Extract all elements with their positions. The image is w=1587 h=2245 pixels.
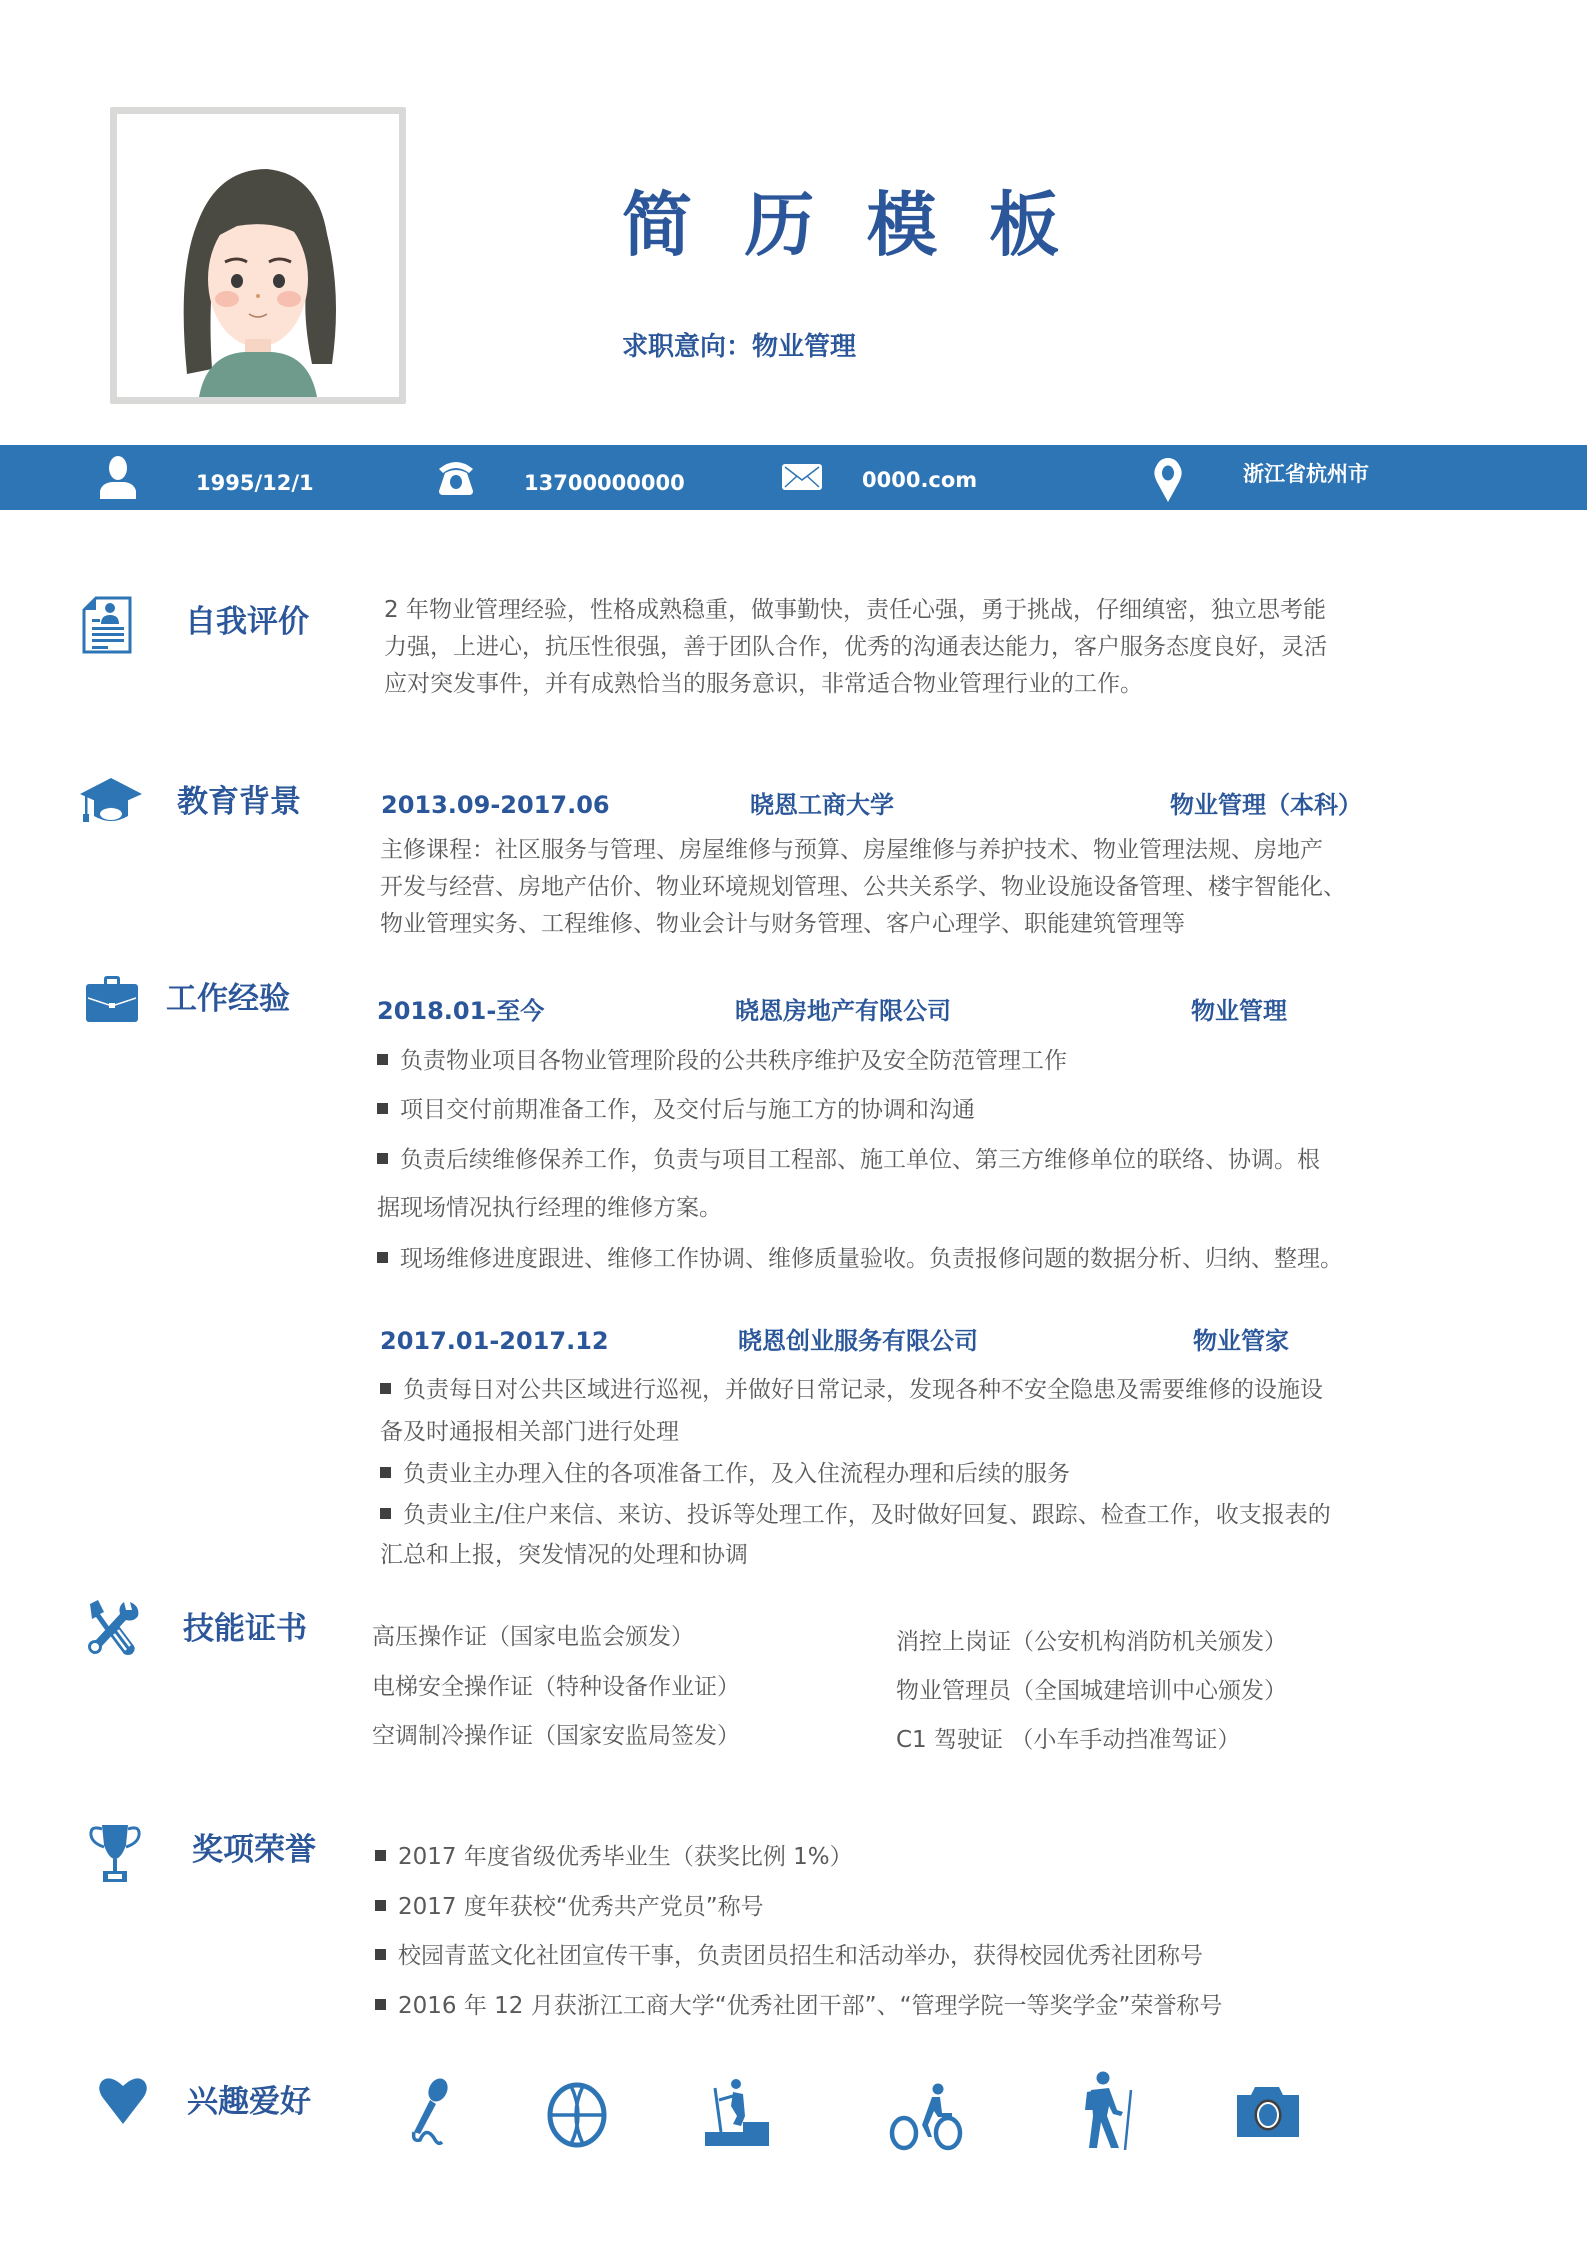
certificate-item: 高压操作证（国家电监会颁发） <box>372 1624 694 1650</box>
email-text: 0000.com <box>862 468 978 492</box>
graduation-cap-icon <box>78 776 138 836</box>
job-duty: 项目交付前期准备工作，及交付后与施工方的协调和沟通 <box>377 1094 975 1126</box>
award-item: 2017 年度省级优秀毕业生（获奖比例 1%） <box>375 1841 853 1873</box>
education-major: 物业管理（本科） <box>1170 791 1362 819</box>
job-duty: 负责业主/住户来信、来访、投诉等处理工作，及时做好回复、跟踪、检查工作，收支报表的 <box>380 1499 1331 1531</box>
courses-line: 开发与经营、房地产估价、物业环境规划管理、公共关系学、物业设施设备管理、楼宇智能化、 <box>380 874 1346 900</box>
award-item: 2016 年 12 月获浙江工商大学“优秀社团干部”、“管理学院一等奖学金”荣誉称号 <box>375 1990 1222 2022</box>
bullet-icon <box>377 1252 388 1263</box>
job-company: 晓恩创业服务有限公司 <box>738 1327 978 1355</box>
section-heading-work: 工作经验 <box>166 981 290 1017</box>
bullet-icon <box>380 1508 391 1519</box>
address-text: 浙江省杭州市 <box>1243 462 1369 486</box>
job-duty: 负责每日对公共区域进行巡视，并做好日常记录，发现各种不安全隐患及需要维修的设施设 <box>380 1374 1323 1406</box>
phone-text: 13700000000 <box>524 471 685 495</box>
job-duty-continued: 汇总和上报，突发情况的处理和协调 <box>380 1542 748 1568</box>
trophy-icon <box>88 1823 148 1883</box>
person-icon <box>98 455 138 499</box>
cycling-icon <box>888 2081 958 2151</box>
job-intent <box>622 326 856 363</box>
bullet-icon <box>380 1467 391 1478</box>
bullet-icon <box>375 1850 386 1861</box>
self-eval-line: 力强，上进心，抗压性很强，善于团队合作，优秀的沟通表达能力，客户服务态度良好，灵活 <box>384 634 1327 660</box>
bullet-icon <box>375 1999 386 2010</box>
education-period: 2013.09-2017.06 <box>381 791 610 819</box>
award-item: 校园青蓝文化社团宣传干事，负责团员招生和活动举办，获得校园优秀社团称号 <box>375 1940 1203 1972</box>
mail-icon <box>782 464 822 490</box>
self-eval-line: 2 年物业管理经验，性格成熟稳重，做事勤快，责任心强，勇于挑战，仔细缜密，独立思考能 <box>384 597 1326 623</box>
birthday-text: 1995/12/1 <box>196 471 314 495</box>
certificate-item: 电梯安全操作证（特种设备作业证） <box>372 1674 740 1700</box>
job-duty: 负责物业项目各物业管理阶段的公共秩序维护及安全防范管理工作 <box>377 1045 1067 1077</box>
job-duty-continued: 据现场情况执行经理的维修方案。 <box>377 1195 722 1221</box>
section-heading-skills: 技能证书 <box>183 1611 307 1647</box>
bullet-icon <box>375 1900 386 1911</box>
job-duty: 负责业主办理入住的各项准备工作，及入住流程办理和后续的服务 <box>380 1458 1070 1490</box>
job-intent-label: 求职意向： <box>622 332 753 362</box>
heart-icon <box>98 2076 148 2124</box>
tools-icon <box>86 1600 146 1660</box>
certificate-item: 空调制冷操作证（国家安监局签发） <box>372 1723 740 1749</box>
job-position: 物业管家 <box>1193 1327 1289 1355</box>
camera-icon <box>1235 2085 1305 2155</box>
location-pin-icon <box>1153 458 1183 502</box>
job-position: 物业管理 <box>1191 997 1287 1025</box>
job-period: 2017.01-2017.12 <box>380 1327 609 1355</box>
courses-line: 主修课程：社区服务与管理、房屋维修与预算、房屋维修与养护技术、物业管理法规、房地产 <box>380 837 1323 863</box>
avatar-illustration <box>117 114 399 397</box>
courses-line: 物业管理实务、工程维修、物业会计与财务管理、客户心理学、职能建筑管理等 <box>380 911 1185 937</box>
microphone-icon <box>392 2076 462 2146</box>
climbing-icon <box>703 2076 773 2146</box>
phone-icon <box>437 459 475 495</box>
basketball-icon <box>545 2081 615 2151</box>
job-period: 2018.01-至今 <box>377 997 545 1025</box>
bullet-icon <box>380 1383 391 1394</box>
section-heading-awards: 奖项荣誉 <box>192 1832 316 1868</box>
section-heading-education: 教育背景 <box>177 784 301 820</box>
certificate-item: 物业管理员（全国城建培训中心颁发） <box>896 1678 1287 1704</box>
hiking-icon <box>1075 2070 1145 2140</box>
briefcase-icon <box>86 976 146 1036</box>
education-school: 晓恩工商大学 <box>750 791 894 819</box>
resume-title: 简 历 模 板 <box>622 184 1074 266</box>
job-duty: 现场维修进度跟进、维修工作协调、维修质量验收。负责报修问题的数据分析、归纳、整理。 <box>377 1243 1343 1275</box>
job-intent-value: 物业管理 <box>752 332 857 362</box>
award-item: 2017 度年获校“优秀共产党员”称号 <box>375 1891 764 1923</box>
bullet-icon <box>375 1949 386 1960</box>
section-heading-self-eval: 自我评价 <box>185 604 309 640</box>
certificate-item: C1 驾驶证 （小车手动挡准驾证） <box>896 1727 1241 1753</box>
section-heading-hobbies: 兴趣爱好 <box>187 2084 311 2120</box>
bullet-icon <box>377 1054 388 1065</box>
job-company: 晓恩房地产有限公司 <box>735 997 951 1025</box>
bullet-icon <box>377 1103 388 1114</box>
profile-photo <box>110 107 406 404</box>
bullet-icon <box>377 1153 388 1164</box>
certificate-item: 消控上岗证（公安机构消防机关颁发） <box>896 1629 1287 1655</box>
job-duty-continued: 备及时通报相关部门进行处理 <box>380 1419 679 1445</box>
self-eval-text <box>384 592 1394 703</box>
self-eval-line: 应对突发事件，并有成熟恰当的服务意识，非常适合物业管理行业的工作。 <box>384 671 1143 697</box>
job-duty: 负责后续维修保养工作，负责与项目工程部、施工单位、第三方维修单位的联络、协调。根 <box>377 1144 1320 1176</box>
education-courses <box>380 832 1400 943</box>
resume-document-icon <box>80 596 140 656</box>
